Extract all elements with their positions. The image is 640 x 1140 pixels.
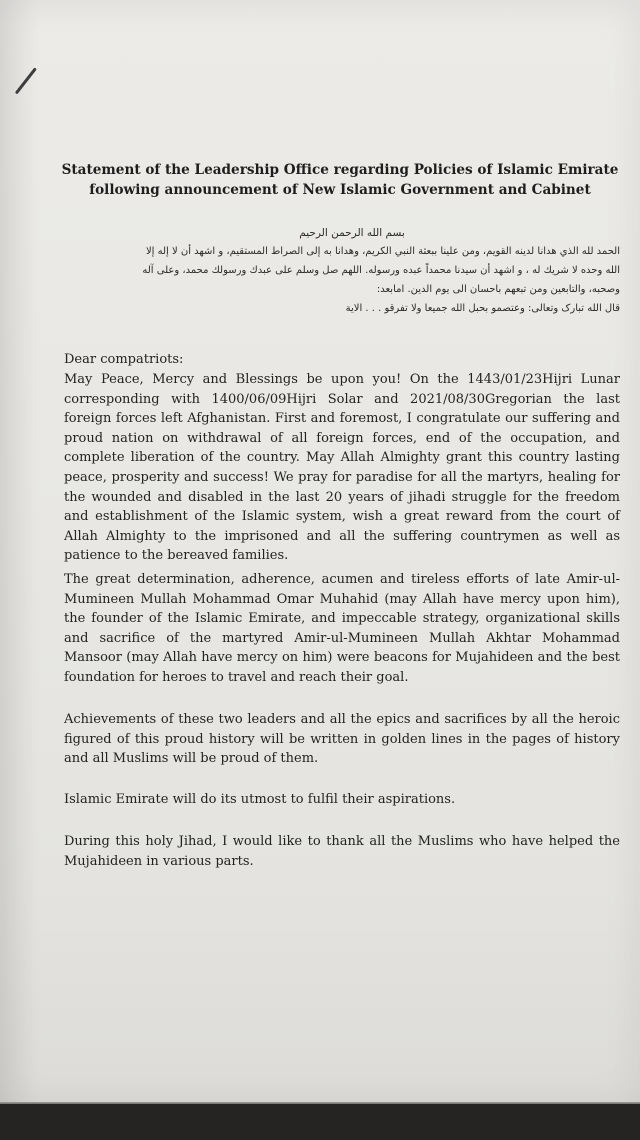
paragraph-3-text: Achievements of these two leaders and all the epics and sacrifices by all the heroic figured of this proud history will be written in golden lines in the pages of history and all Muslims will be proud of them.: [64, 712, 620, 767]
arabic-line-2: الله وحده لا شريك له ، و اشهد أن سيدنا محمداً عبده ورسوله. اللهم صل وسلم على عبدك ورسولك محمد، وعلى آله: [142, 265, 620, 276]
paper-shadow: [0, 0, 40, 1108]
arabic-line-4: قال الله تبارک وتعالی: وعتصمو بحبل الله جميعا ولا تفرقو . . . الاية: [345, 303, 620, 314]
paragraph-2-text: The great determination, adherence, acumen and tireless efforts of late Amir-ul-Mumineen Mullah Mohammad Omar Muhahid (may Allah have mercy upon him), the founder of the Islamic Emirate, and impeccable strategy, organizational skills and sacrifice of the martyred Amir-ul-Mumineen Mullah Akhtar Mohammad Mansoor (may Allah have mercy on him) were beacons for Mujahideen and the best foundation for heroes to travel and reach their goal.: [64, 572, 620, 685]
arabic-basmala: بسم الله الرحمن الرحيم: [299, 227, 405, 239]
table-surface: [0, 1104, 640, 1140]
paragraph-1: [64, 370, 620, 566]
arabic-line-1: الحمد لله الذي هدانا لدينه القويم، ومن علينا ببعثة النبي الكريم، وهدانا به إلى الصراط المستقيم، و اشهد أن لا إله إلا: [145, 246, 620, 257]
paragraph-2: [64, 570, 620, 688]
document-title: [60, 160, 620, 200]
paragraph-5: [64, 832, 620, 871]
title-line-1: Statement of the Leadership Office regarding Policies of Islamic Emirate: [61, 162, 619, 178]
paragraph-4-text: Islamic Emirate will do its utmost to fulfil their aspirations.: [64, 792, 456, 807]
greeting: Dear compatriots:: [64, 352, 184, 367]
arabic-preamble: [60, 224, 620, 318]
arabic-line-3: وصحبه، والتابعين ومن تبعهم باحسان الى يوم الدين. امابعد:: [376, 284, 620, 295]
title-line-2: following announcement of New Islamic Government and Cabinet: [89, 182, 591, 198]
paragraph-3: [64, 710, 620, 769]
paragraph-1-text: May Peace, Mercy and Blessings be upon you! On the 1443/01/23Hijri Lunar corresponding with 1400/06/09Hijri Solar and 2021/08/30Gregorian the last foreign forces left Afghanistan. First and foremost, I congratulate our suffering and proud nation on withdrawal of all foreign forces, end of the occupation, and complete liberation of the country. May Allah Almighty grant this country lasting peace, prosperity and success! We pray for paradise for all the martyrs, healing for the wounded and disabled in the last 20 years of jihadi struggle for the freedom and establishment of the Islamic system, wish a great reward from the court of Allah Almighty to the imprisoned and all the suffering countrymen as well as patience to the bereaved families.: [64, 372, 620, 564]
paragraph-5-text: During this holy Jihad, I would like to thank all the Muslims who have helped the Mujahideen in various parts.: [64, 834, 620, 869]
paragraph-4: [64, 790, 620, 810]
